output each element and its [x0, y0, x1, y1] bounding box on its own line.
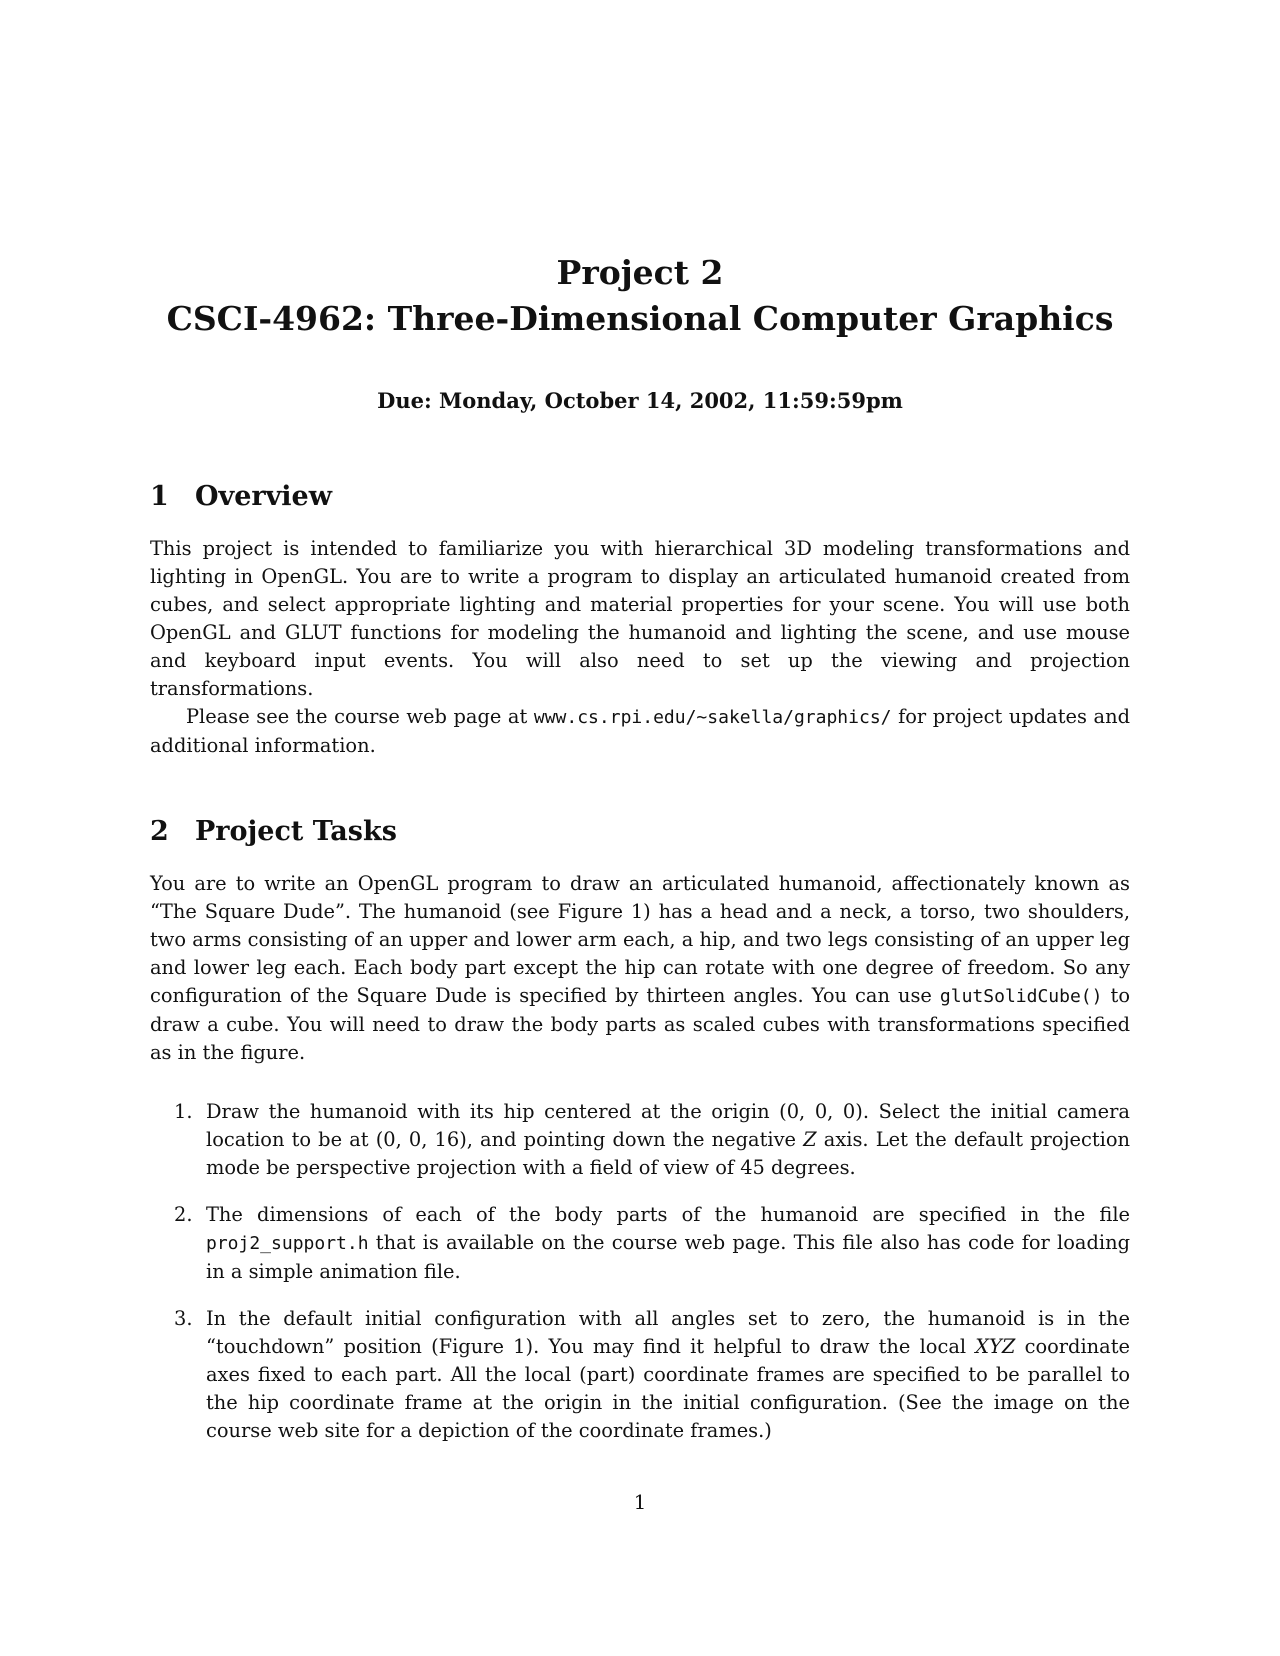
item-text: coordinate axes fixed to each part. All the local (part) coordinate frames are specified to be parallel to the hip coordinate frame at the origin in the initial configuration. (See the image on the course web site for a depiction of the coordinate frames.): [206, 1335, 1130, 1442]
section-number: 1: [150, 481, 169, 512]
section-title: Overview: [195, 481, 332, 512]
course-webpage-paragraph: [150, 703, 1130, 760]
section-heading-project-tasks: [150, 816, 397, 847]
item-text: The dimensions of each of the body parts of the humanoid are specified in the file: [206, 1203, 1130, 1226]
section-heading-overview: [150, 481, 332, 512]
paragraph-text: Please see the course web page at: [186, 705, 534, 728]
list-marker: 1.: [174, 1100, 193, 1123]
list-item: [150, 1098, 1130, 1182]
title-block: [0, 250, 1280, 342]
paragraph-text: for project updates and additional information.: [150, 705, 1131, 757]
item-text: Draw the humanoid with its hip centered at the origin (0, 0, 0). Select the initial camera location to be at (0, 0, 16), and pointing down the negative: [206, 1100, 1130, 1151]
tasks-intro-paragraph: [150, 870, 1130, 1067]
paragraph-text: to draw a cube. You will need to draw the body parts as scaled cubes with transformations specified as in the figure.: [150, 984, 1130, 1064]
section-number: 2: [150, 816, 169, 847]
list-item: [150, 1305, 1130, 1445]
math-variable: Z: [803, 1128, 817, 1151]
item-text: that is available on the course web page. This file also has code for loading in a simple animation file.: [206, 1231, 1130, 1283]
page-number: 1: [633, 1490, 647, 1514]
section-title: Project Tasks: [195, 816, 397, 847]
item-text: axis. Let the default projection mode be perspective projection with a field of view of 45 degrees.: [206, 1128, 1130, 1179]
item-text: In the default initial configuration with all angles set to zero, the humanoid is in the “touchdown” position (Figure 1). You may find it helpful to draw the local: [206, 1307, 1130, 1358]
course-url: www.cs.rpi.edu/~sakella/graphics/: [533, 707, 892, 728]
code-function: glutSolidCube(): [939, 986, 1103, 1007]
paragraph-text: You are to write an OpenGL program to draw an articulated humanoid, affectionately known as “The Square Dude”. The humanoid (see Figure 1) has a head and a neck, a torso, two shoulders, two arms consisting of an upper and lower arm each, a hip, and two legs consisting of an upper leg and lower leg each. Each body part except the hip can rotate with one degree of freedom. So any configuration of the Square Dude is specified by thirteen angles. You can use: [150, 872, 1130, 1007]
math-variable: XYZ: [975, 1335, 1016, 1358]
list-marker: 2.: [174, 1203, 193, 1226]
overview-paragraph: This project is intended to familiarize you with hierarchical 3D modeling transformations and lighting in OpenGL. You are to write a program to display an articulated humanoid created from cubes, and select appropriate lighting and material properties for your scene. You will use both OpenGL and GLUT functions for modeling the humanoid and lighting the scene, and use mouse and keyboard input events. You will also need to set up the viewing and projection transformations.: [150, 537, 1130, 700]
page-title: Project 2: [556, 253, 724, 292]
list-marker: 3.: [174, 1307, 193, 1330]
due-date: Due: Monday, October 14, 2002, 11:59:59pm: [377, 388, 903, 413]
course-title: CSCI-4962: Three-Dimensional Computer Graphics: [166, 299, 1114, 338]
task-list: [150, 1098, 1130, 1445]
code-filename: proj2_support.h: [206, 1233, 369, 1254]
list-item: [150, 1201, 1130, 1286]
